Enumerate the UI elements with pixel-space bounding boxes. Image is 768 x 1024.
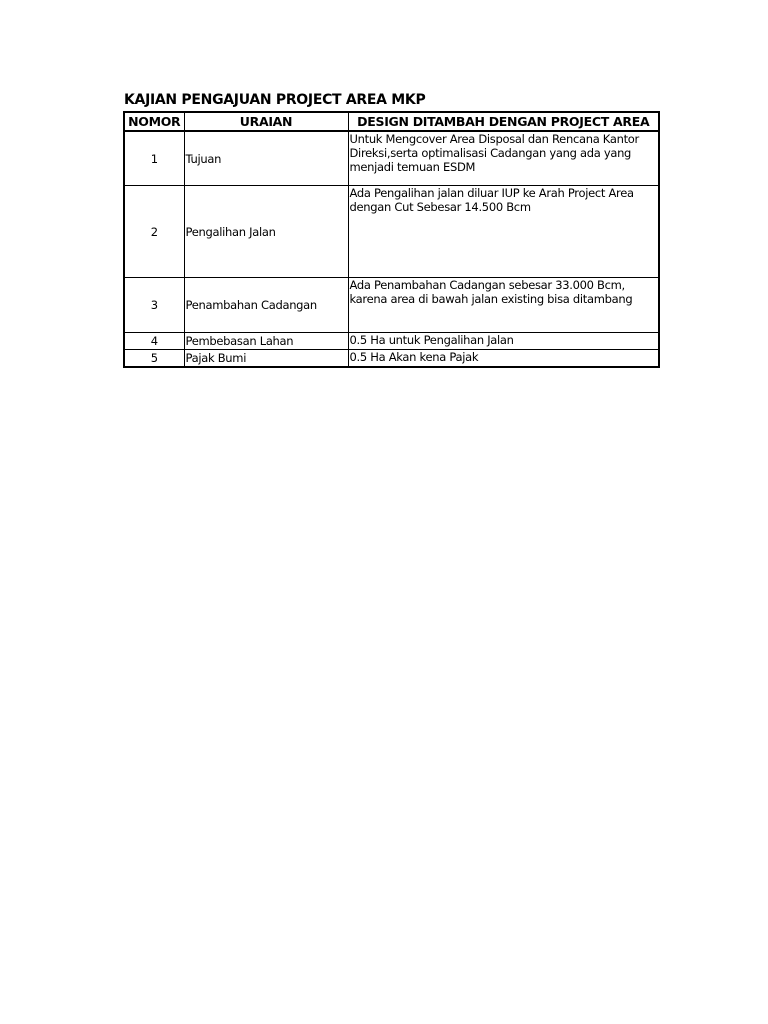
table-row	[124, 350, 659, 368]
table-row	[124, 186, 659, 278]
table-row	[124, 278, 659, 333]
header-row	[124, 112, 659, 131]
cell-design: 0.5 Ha untuk Pengalihan Jalan	[348, 333, 659, 350]
document-title: KAJIAN PENGAJUAN PROJECT AREA MKP	[124, 92, 426, 108]
header-uraian: URAIAN	[184, 112, 348, 131]
kajian-table	[123, 111, 660, 368]
header-nomor: NOMOR	[124, 112, 184, 131]
cell-uraian: Penambahan Cadangan	[184, 278, 348, 333]
cell-design: 0.5 Ha Akan kena Pajak	[348, 350, 659, 368]
cell-uraian: Tujuan	[184, 131, 348, 186]
cell-nomor: 3	[124, 278, 184, 333]
cell-uraian: Pembebasan Lahan	[184, 333, 348, 350]
cell-design: Untuk Mengcover Area Disposal dan Rencana Kantor Direksi,serta optimalisasi Cadangan yang ada yang menjadi temuan ESDM	[348, 131, 659, 186]
cell-nomor: 2	[124, 186, 184, 278]
cell-nomor: 4	[124, 333, 184, 350]
table-row	[124, 131, 659, 186]
cell-design: Ada Penambahan Cadangan sebesar 33.000 Bcm, karena area di bawah jalan existing bisa ditambang	[348, 278, 659, 333]
cell-uraian: Pengalihan Jalan	[184, 186, 348, 278]
header-design: DESIGN DITAMBAH DENGAN PROJECT AREA	[348, 112, 659, 131]
cell-nomor: 1	[124, 131, 184, 186]
cell-nomor: 5	[124, 350, 184, 368]
table-row	[124, 333, 659, 350]
cell-design: Ada Pengalihan jalan diluar IUP ke Arah Project Area dengan Cut Sebesar 14.500 Bcm	[348, 186, 659, 278]
cell-uraian: Pajak Bumi	[184, 350, 348, 368]
